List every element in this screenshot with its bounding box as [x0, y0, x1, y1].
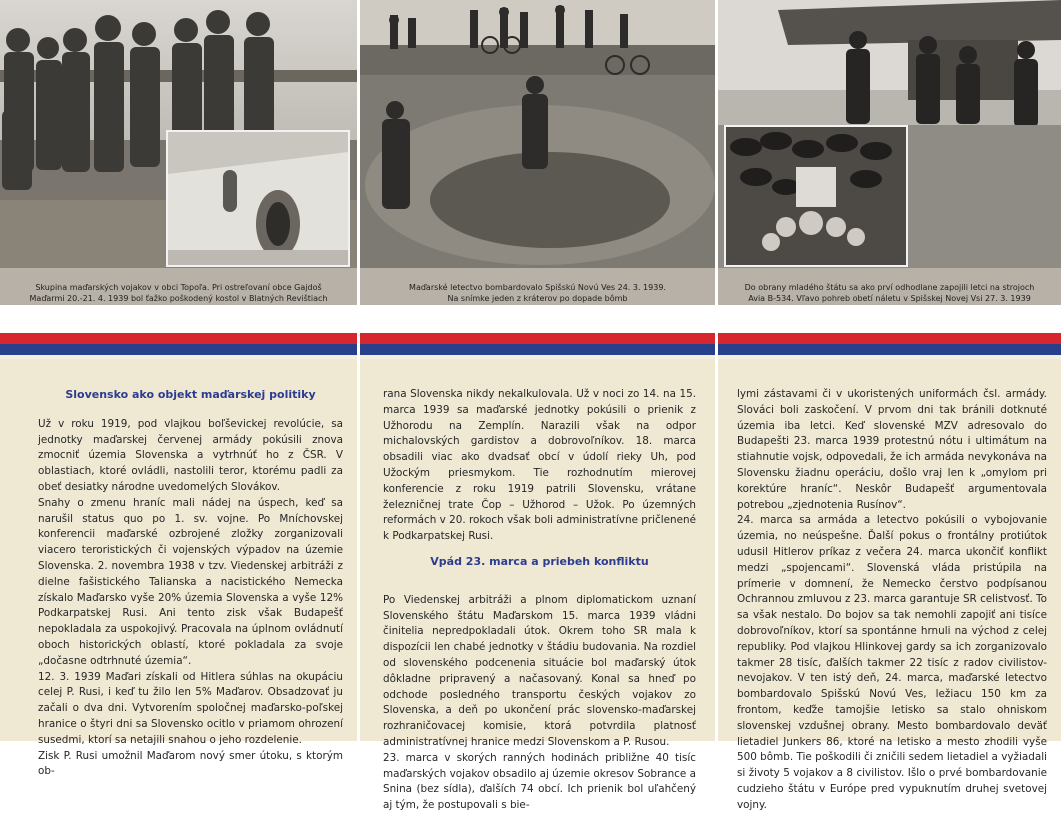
text-column-left [38, 359, 343, 780]
fold-divider-1 [357, 333, 360, 741]
photo-panel-left [0, 0, 357, 305]
photo-panel-right [718, 0, 1061, 305]
text-column-right [737, 359, 1047, 814]
church-photo-image [168, 132, 348, 265]
crater-photo [360, 0, 715, 268]
paragraph: Už v roku 1919, pod vlajkou boľševickej revolúcie, sa jednotky maďarskej červenej armády pokúsili znova zmocniť územia Slovenska a vytrhnúť ho z ČSR. V oblastiach, ktoré ovládli, nastolili teror, ktorému padli za obeť desiatky národne uvedomelých Slovákov. [38, 417, 343, 493]
caption-right-line1: Do obrany mladého štátu sa ako prví odhodlane zapojili letci na strojoch [744, 283, 1035, 292]
section-heading-policy: Slovensko ako objekt maďarskej politiky [65, 388, 316, 401]
caption-middle [360, 268, 715, 305]
photo-band [0, 0, 1061, 305]
caption-middle-line1: Maďarské letectvo bombardovalo Spišskú Novú Ves 24. 3. 1939. [409, 283, 666, 292]
paragraph: Po Viedenskej arbitráži a plnom diplomatickom uznaní Slovenského štátu Maďarskom 15. marca 1939 vládni činitelia nepredpokladali útok. Okrem toho SR mala k dispozícii len chabé jednotky v štádiu budovania. Na rozdiel od slovenského podcenenia situácie bol maďarský útok dôkladne pripravený a načasovaný. Konal sa hneď po odchode posledného transportu českých vojakov zo Slovenska, a deň po ukončení prác slovensko-maďarskej rozhraničovacej komisie, ktorá potvrdila platnosť administratívnej hranice medzi Slovenskom a P. Rusou. [383, 593, 696, 748]
caption-right-line2: Avia B-534. Vľavo pohreb obetí náletu v Spišskej Novej Vsi 27. 3. 1939 [748, 294, 1031, 303]
paragraph: rana Slovenska nikdy nekalkulovala. Už v noci zo 14. na 15. marca 1939 sa maďarské jednotky pokúsili o prienik z Užhorodu na Zemplín. Narazili však na odpor michalovských gardistov a dobrovoľníkov. 18. marca obsadili viac ako dvadsať obcí v údolí rieky Uh, pod Užockým priesmykom. Tie rozhodnutím mierovej konferencie z roku 1919 patrili Slovensku, vrátane železničnej trate Čop – Užhorod – Užok. Po územných reformách v 20. rokoch však boli administratívne pričlenené k Podkarpatskej Rusi. [383, 388, 696, 543]
crater-photo-image [360, 0, 715, 268]
paragraph: 24. marca sa armáda a letectvo pokúsili o vybojovanie územia, no neúspešne. Ďalší pokus o frontálny protiútok udusil Hitlerov príkaz z večera 24. marca ukončiť konflikt medzi „spojencami“. Slovenská vláda pristúpila na prímerie v domnení, že Nemecko čerstvo podpísanou Ochrannou zmluvou z 23. marca garantuje SR celistvosť. To sa však nestalo. Do bojov sa tak nemohli zapojiť ani tisíce dobrovoľníkov, ktorí sa spontánne hrnuli na východ z celej republiky. Pod vlajkou Hlinkovej gardy sa ich zorganizovalo takmer 28 tisíc, ďalších takmer 22 tisíc z radov civilistov-nevojakov. V ten istý deň, 24. marca, maďarské letectvo bombardovalo Spišskú Novú Ves, ležiacu 150 km za frontom, keďže tamojšie letisko sa stalo ohniskom slovenskej vzdušnej obrany. Mesto bombardovalo deväť lietadiel Junkers 86, ktoré na letisko a mesto zhodili vyše 500 bômb. Tie poškodili či zničili sedem lietadiel a vyžiadali si životy 5 vojakov a 8 civilistov. Išlo o prvé bombardovanie cudzieho štátu v Európe pred vypuknutím druhej svetovej vojny. [737, 514, 1047, 811]
photo-panel-middle [360, 0, 715, 305]
fold-divider-2 [715, 333, 718, 741]
church-inset-photo [166, 130, 350, 267]
paragraph: 23. marca v skorých ranných hodinách približne 40 tisíc maďarských vojakov obsadilo aj územie okresov Sobrance a Snina (bez sídla), ďalších 74 obcí. Ich prienik bol uľahčený aj tým, že postupovali s bie- [383, 751, 696, 812]
paragraph: lymi zástavami či v ukoristených uniformách čsl. armády. Slováci boli zaskočení. V prvom dni tak bránili dotknuté územia iba letci. Keď slovenské MZV adresovalo do Budapešti 23. marca 1939 protestnú nótu i ultimátum na stiahnutie vojsk, odpovedali, že ich armáda nevykonáva na Slovensku žiadnu operáciu, došlo vraj len k „omylom pri korektúre hraníc“. Neskôr Budapešť argumentovala potrebou „zjednotenia Rusínov“. [737, 388, 1047, 511]
funeral-photo-image [726, 127, 906, 265]
white-gap [0, 305, 1061, 333]
paragraph: Zisk P. Rusi umožnil Maďarom nový smer útoku, s ktorým ob- [38, 749, 343, 778]
section-heading-invasion: Vpád 23. marca a priebeh konfliktu [430, 554, 649, 568]
caption-left [0, 268, 357, 305]
caption-middle-line2: Na snímke jeden z kráterov po dopade bômb [447, 294, 628, 303]
flag-stripe-red [0, 333, 1061, 344]
paragraph: Snahy o zmenu hraníc mali nádej na úspech, keď sa narušil status quo po 1. sv. vojne. Po Mníchovskej konferencii maďarské ozbrojené zložky zorganizovali viacero teroristických či vojenských výpadov na územie Slovenska. 2. novembra 1938 v tzv. Viedenskej arbitráži z dielne fašistického Talianska a nacistického Nemecka získalo Maďarsko vyše 20% územia Slovenska a vyše 12% Podkarpatskej Rusi. Ani tento zisk však Budapešť nepokladala za uspokojivý. Pracovala na úplnom ovládnutí oboch historických oblastí, ktoré pokladala za svoje „dočasne odtrhnuté územia“. [38, 496, 343, 667]
caption-left-line1: Skupina maďarských vojakov v obci Topoľa. Pri ostreľovaní obce Gajdoš [35, 283, 322, 292]
caption-right [718, 268, 1061, 305]
funeral-inset-photo [724, 125, 908, 267]
flag-stripe-blue [0, 344, 1061, 355]
text-column-middle [383, 359, 696, 814]
paragraph: 12. 3. 1939 Maďari získali od Hitlera súhlas na okupáciu celej P. Rusi, i keď tu žilo len 5% Maďarov. Obsadzovať ju začali o dva dni. Vytvorením spoločnej maďarsko-poľskej hranice o štyri dni sa Slovensko ocitlo v priamom ohrození susedmi, ktorí sa netajili snahou o jeho rozdelenie. [38, 670, 343, 746]
caption-left-line2: Maďarmi 20.-21. 4. 1939 bol ťažko poškodený kostol v Blatných Revištiach [29, 294, 328, 303]
